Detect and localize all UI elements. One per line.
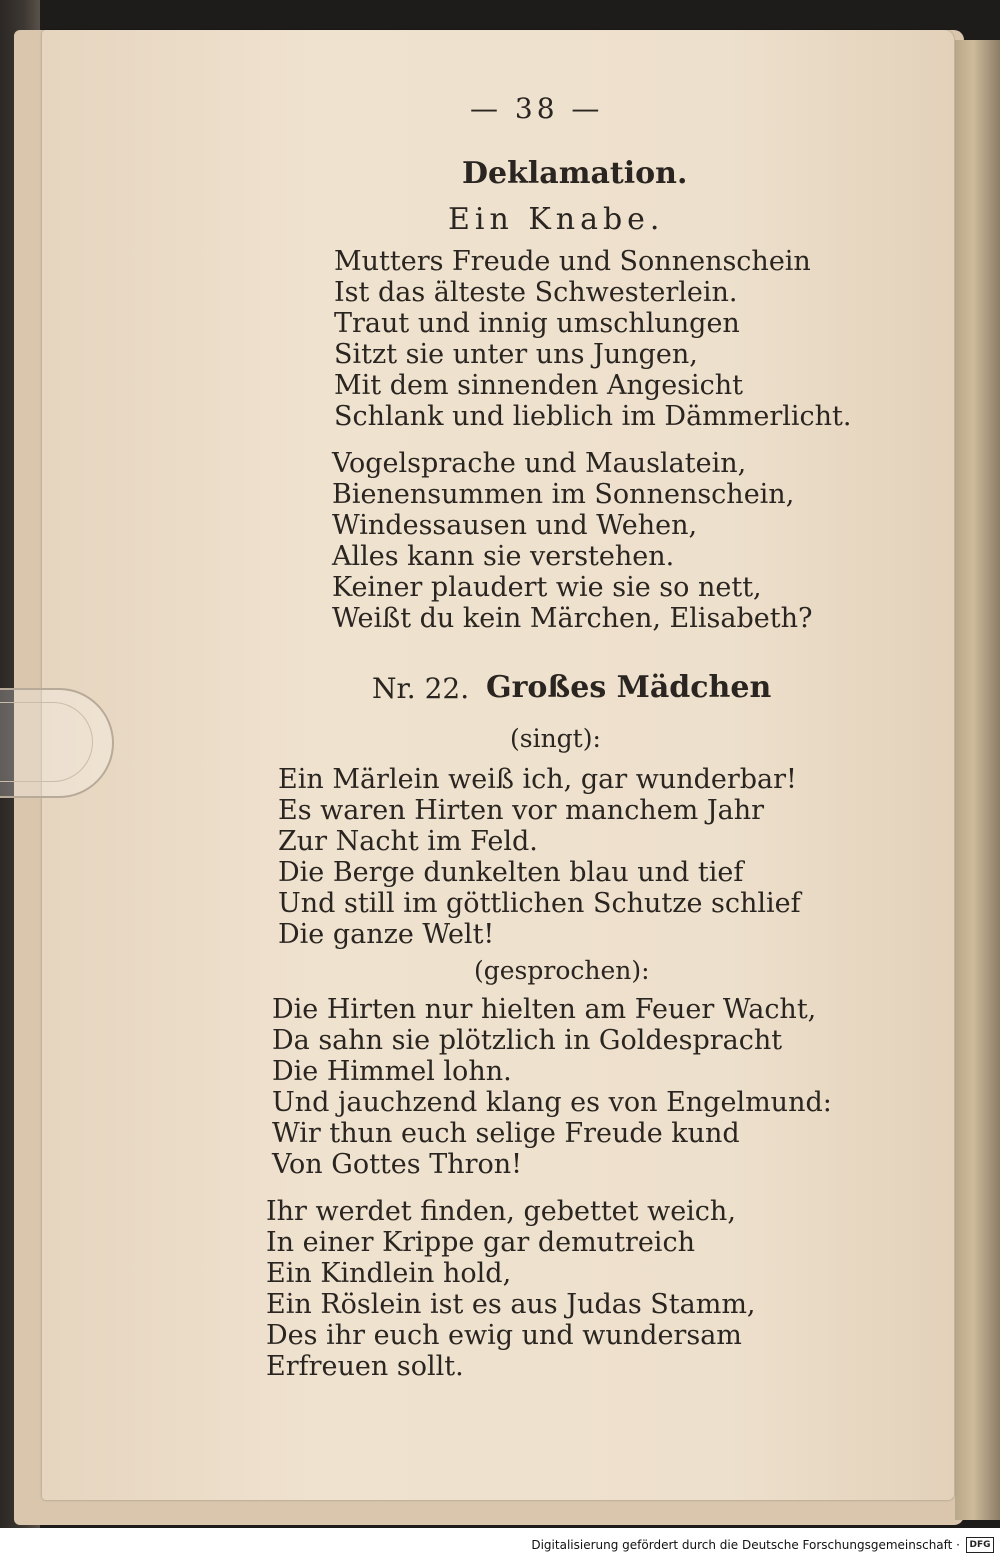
item-title: Großes Mädchen [486,670,772,705]
verse-line: Da sahn sie plötzlich in Goldespracht [272,1025,783,1056]
verse-line: Schlank und lieblich im Dämmerlicht. [334,401,852,432]
stage-direction: (gesprochen): [474,956,650,985]
verse-line: Mutters Freude und Sonnenschein [334,246,811,277]
verse-line: In einer Krippe gar demutreich [266,1227,695,1258]
verse-line: Alles kann sie verstehen. [332,541,675,572]
verse-line: Ein Märlein weiß ich, gar wunderbar! [278,764,797,795]
verse-line: Sitzt sie unter uns Jungen, [334,339,698,370]
book-edge [955,40,1000,1520]
verse-line: Und jauchzend klang es von Engelmund: [272,1087,832,1118]
item-number: Nr. 22. [372,672,470,705]
verse-line: Windessausen und Wehen, [332,510,698,541]
verse-line: Wir thun euch selige Freude kund [272,1118,740,1149]
verse-line: Traut und innig umschlungen [334,308,740,339]
page-clip-inner [0,702,93,782]
verse-line: Erfreuen sollt. [266,1351,464,1382]
verse-line: Ihr werdet finden, gebettet weich, [266,1196,736,1227]
verse-line: Es waren Hirten vor manchem Jahr [278,795,765,826]
verse-line: Bienensummen im Sonnenschein, [332,479,795,510]
verse-line: Die Hirten nur hielten am Feuer Wacht, [272,994,817,1025]
verse-line: Von Gottes Thron! [272,1149,522,1180]
stage-direction: (singt): [510,724,601,753]
verse-line: Ist das älteste Schwesterlein. [334,277,738,308]
digitization-notice: Digitalisierung gefördert durch die Deutsche Forschungsgemeinschaft · [531,1538,960,1552]
verse-line: Ein Röslein ist es aus Judas Stamm, [266,1289,756,1320]
verse-line: Vogelsprache und Mauslatein, [332,448,747,479]
speaker-label: Ein Knabe. [448,202,665,237]
verse-line: Die ganze Welt! [278,919,495,950]
verse-line: Ein Kindlein hold, [266,1258,512,1289]
verse-line: Mit dem sinnenden Angesicht [334,370,744,401]
page-number: — 38 — [470,92,604,125]
verse-line: Die Himmel lohn. [272,1056,512,1087]
section-heading: Deklamation. [462,156,688,191]
verse-line: Und still im göttlichen Schutze schlief [278,888,801,919]
verse-line: Des ihr euch ewig und wundersam [266,1320,742,1351]
dfg-logo: DFG [966,1537,994,1553]
verse-line: Zur Nacht im Feld. [278,826,538,857]
verse-line: Keiner plaudert wie sie so nett, [332,572,762,603]
verse-line: Weißt du kein Märchen, Elisabeth? [332,603,813,634]
verse-line: Die Berge dunkelten blau und tief [278,857,744,888]
